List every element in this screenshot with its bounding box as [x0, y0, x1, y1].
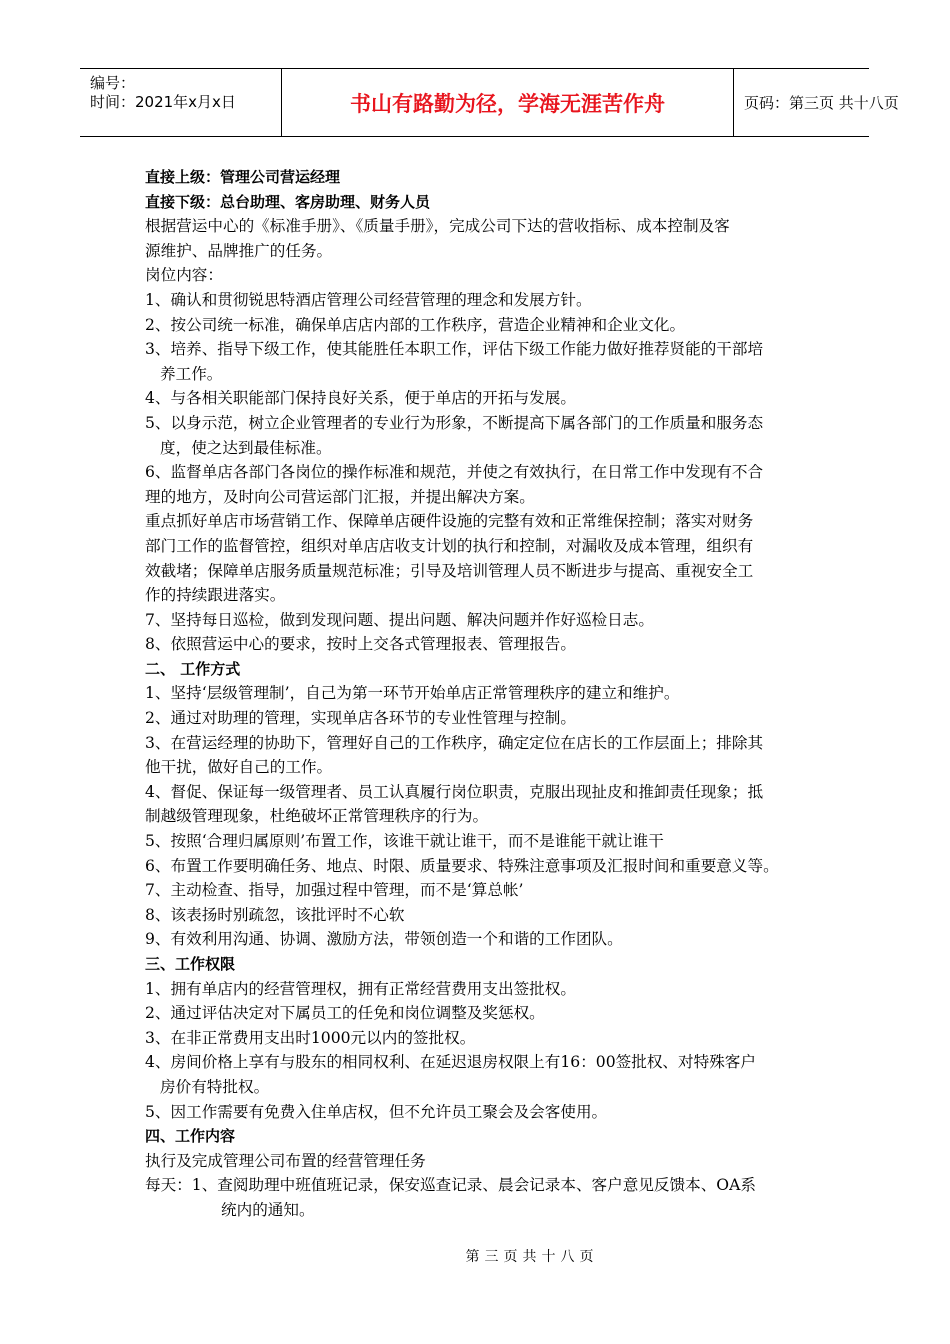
body-text-line: 1、拥有单店内的经营管理权，拥有正常经营费用支出签批权。 [145, 979, 576, 998]
body-text-line: 养工作。 [160, 364, 223, 383]
body-text-line: 岗位内容： [145, 266, 223, 285]
body-text-line: 根据营运中心的《标准手册》、《质量手册》，完成公司下达的营收指标、成本控制及客 [145, 217, 730, 236]
document-body [145, 165, 825, 1223]
page-footer: 第三页共十八页 [465, 1249, 599, 1265]
body-text-line: 2、通过评估决定对下属员工的任免和岗位调整及奖惩权。 [145, 1004, 545, 1023]
page-info-text: 页码：第三页 共十八页 [744, 94, 899, 112]
body-text-line: 3、在营运经理的协助下，管理好自己的工作秩序，确定定位在店长的工作层面上；排除其 [145, 733, 764, 752]
header-page-cell [734, 69, 899, 136]
body-text-line: 5、以身示范，树立企业管理者的专业行为形象，不断提高下属各部门的工作质量和服务态 [145, 413, 764, 432]
body-text-line: 源维护、品牌推广的任务。 [145, 241, 333, 260]
section-heading-line: 二、 工作方式 [145, 659, 241, 678]
body-text-line: 1、坚持‘层级管理制’，自己为第一环节开始单店正常管理秩序的建立和维护。 [145, 684, 680, 703]
body-text-line: 6、监督单店各部门各岗位的操作标准和规范，并使之有效执行，在日常工作中发现有不合 [145, 463, 764, 482]
header-motto-cell [282, 69, 734, 136]
document-number-label: 编号： [90, 74, 136, 92]
body-text-line: 6、布置工作要明确任务、地点、时限、质量要求、特殊注意事项及汇报时间和重要意义等。 [145, 856, 779, 875]
body-text-line: 执行及完成管理公司布置的经营管理任务 [145, 1151, 426, 1170]
body-text-line: 7、主动检查、指导，加强过程中管理，而不是‘算总帐’ [145, 881, 524, 900]
document-time-label: 时间：2021年x月x日 [90, 93, 236, 111]
body-text-line: 9、有效利用沟通、协调、激励方法，带领创造一个和谐的工作团队。 [145, 930, 623, 949]
body-text-line: 7、坚持每日巡检，做到发现问题、提出问题、解决问题并作好巡检日志。 [145, 610, 654, 629]
motto-text: 书山有路勤为径，学海无涯苦作舟 [350, 91, 665, 116]
body-text-line: 效截堵；保障单店服务质量规范标准；引导及培训管理人员不断进步与提高、重视安全工 [145, 561, 754, 580]
header-meta-cell [80, 69, 282, 136]
body-text-line: 2、通过对助理的管理，实现单店各环节的专业性管理与控制。 [145, 709, 576, 728]
section-heading-line: 三、工作权限 [145, 955, 236, 973]
body-text-line: 3、在非正常费用支出时1000元以内的签批权。 [145, 1028, 476, 1047]
body-text-line: 2、按公司统一标准，确保单店店内部的工作秩序，营造企业精神和企业文化。 [145, 315, 686, 334]
body-text-line: 他干扰，做好自己的工作。 [145, 758, 333, 777]
body-text-line: 每天：1、查阅助理中班值班记录，保安巡查记录、晨会记录本、客户意见反馈本、OA系 [145, 1176, 756, 1195]
body-text-line: 统内的通知。 [221, 1200, 315, 1219]
body-text-line: 5、因工作需要有免费入住单店权，但不允许员工聚会及会客使用。 [145, 1102, 608, 1121]
body-text-line: 3、培养、指导下级工作，使其能胜任本职工作，评估下级工作能力做好推荐贤能的干部培 [145, 340, 764, 359]
body-text-line: 4、与各相关职能部门保持良好关系，便于单店的开拓与发展。 [145, 389, 576, 408]
body-text-line: 度，使之达到最佳标准。 [160, 438, 332, 457]
body-text-line: 作的持续跟进落实。 [145, 586, 286, 605]
body-text-line: 4、督促、保证每一级管理者、员工认真履行岗位职责，克服出现扯皮和推卸责任现象；抵 [145, 782, 764, 801]
body-text-line: 4、房间价格上享有与股东的相同权利、在延迟退房权限上有16：00签批权、对特殊客户 [145, 1053, 756, 1072]
body-text-line: 5、按照‘合理归属原则’布置工作，该谁干就让谁干，而不是谁能干就让谁干 [145, 832, 664, 851]
body-text-line: 重点抓好单店市场营销工作、保障单店硬件设施的完整有效和正常维保控制；落实对财务 [145, 512, 754, 531]
body-text-line: 理的地方，及时向公司营运部门汇报，并提出解决方案。 [145, 487, 535, 506]
section-heading-line: 四、工作内容 [145, 1127, 236, 1146]
section-heading-line: 直接上级：管理公司营运经理 [145, 168, 341, 186]
body-text-line: 1、确认和贯彻锐思特酒店管理公司经营管理的理念和发展方针。 [145, 290, 592, 309]
body-text-line: 制越级管理现象，杜绝破坏正常管理秩序的行为。 [145, 807, 489, 826]
body-text-line: 8、该表扬时别疏忽，该批评时不心软 [145, 905, 405, 924]
section-heading-line: 直接下级：总台助理、客房助理、财务人员 [145, 192, 431, 211]
header-table [80, 68, 899, 137]
body-text-line: 8、依照营运中心的要求，按时上交各式管理报表、管理报告。 [145, 635, 576, 654]
body-text-line: 部门工作的监督管控，组织对单店店收支计划的执行和控制，对漏收及成本管理，组织有 [145, 536, 754, 555]
body-text-line: 房价有特批权。 [160, 1077, 270, 1096]
